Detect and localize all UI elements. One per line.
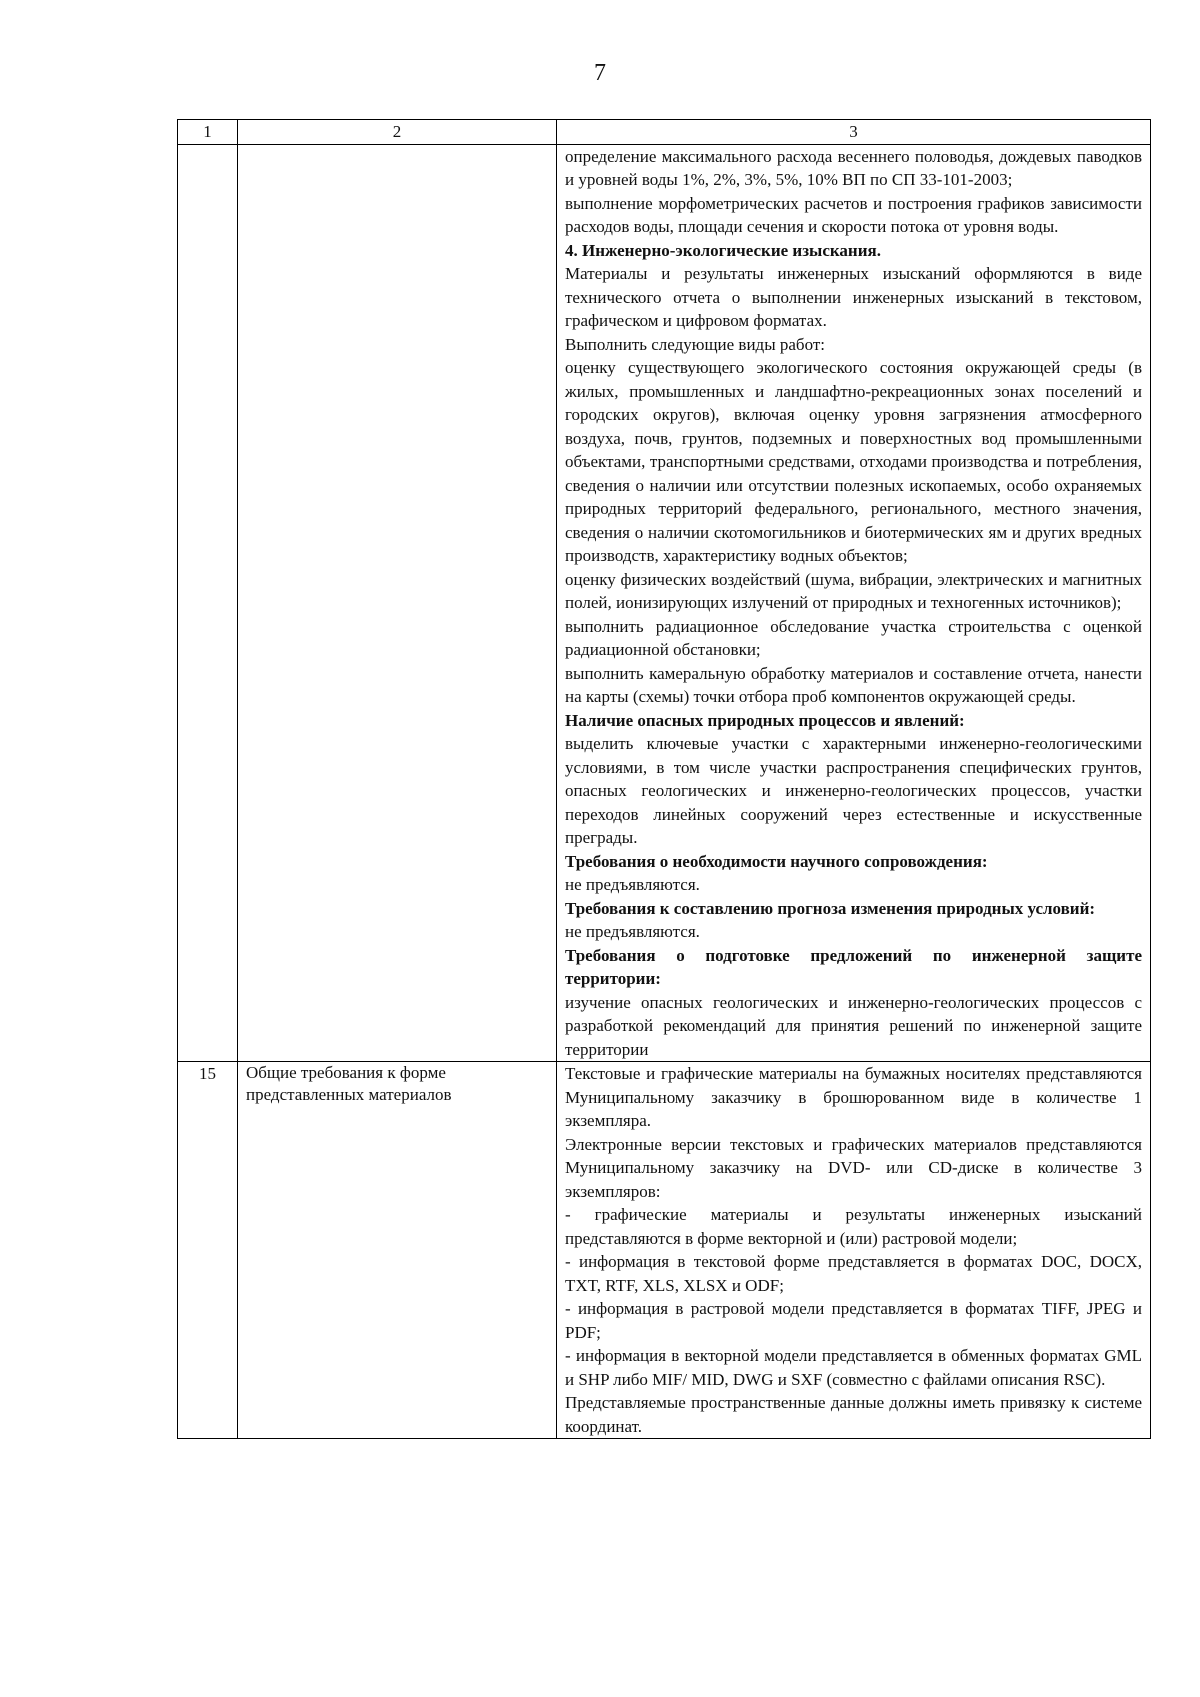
paragraph-coordinates: Представляемые пространственные данные должны иметь привязку к системе координат. — [565, 1393, 1142, 1436]
heading-eco-surveys: 4. Инженерно-экологические изыскания. — [565, 240, 881, 260]
paragraph-desk-processing: выполнить камеральную обработку материалов и составление отчета, нанести на карты (схемы) точки отбора проб компонентов окружающей среды. — [565, 663, 1142, 706]
paragraph-morphometric: выполнение морфометрических расчетов и построения графиков зависимости расходов воды, площади сечения и скорости потока от уровня воды. — [565, 193, 1142, 236]
requirements-table — [177, 119, 1151, 1439]
paragraph-vector-format: - информация в векторной модели представляется в обменных форматах GML и SHP либо MIF/ MID, DWG и SXF (совместно с файлами описания RSC). — [565, 1346, 1142, 1389]
heading-scientific-support: Требования о необходимости научного сопровождения: — [565, 851, 988, 871]
paragraph-physical-impacts: оценку физических воздействий (шума, вибрации, электрических и магнитных полей, ионизирующих излучений от природных и техногенных источников); — [565, 569, 1142, 612]
paragraph-flood-calculation: определение максимального расхода весеннего половодья, дождевых паводков и уровней воды 1%, 2%, 3%, 5%, 10% ВП по СП 33-101-2003; — [565, 146, 1142, 189]
column-header-2: 2 — [238, 120, 557, 145]
column-header-1: 1 — [178, 120, 238, 145]
row-label-line-1: Общие требования к форме — [246, 1063, 446, 1082]
paragraph-eco-assessment: оценку существующего экологического состояния окружающей среды (в жилых, промышленных и ландшафтно-рекреационных зонах поселений и городских округов), включая оценку уровня загрязнения атмосферного воздуха, почв, грунтов, подземных и поверхностных вод промышленными объектами, транспортными средствами, отходами производства и потребления, сведения о наличии или отсутствии полезных ископаемых, особо охраняемых природных территорий федерального, регионального, местного значения, сведения о наличии скотомогильников и биотермических ям и других вредных производств, характеристику водных объектов; — [565, 358, 1142, 565]
row-content-continued — [557, 144, 1151, 1062]
paragraph-text-format: - информация в текстовой форме представляется в форматах DOC, DOCX, TXT, RTF, XLS, XLSX и ODF; — [565, 1252, 1142, 1295]
row-content — [557, 1062, 1151, 1439]
heading-hazards: Наличие опасных природных процессов и явлений: — [565, 710, 965, 730]
paragraph-electronic-copies: Электронные версии текстовых и графических материалов представляются Муниципальному заказчику на DVD- или CD-диске в количестве 3 экземпляров: — [565, 1134, 1142, 1201]
paragraph-graphic-format: - графические материалы и результаты инженерных изысканий представляются в форме векторной и (или) растровой модели; — [565, 1205, 1142, 1248]
row-label — [238, 1062, 557, 1439]
heading-protection: Требования о подготовке предложений по инженерной защите территории: — [565, 945, 1142, 988]
paragraph-raster-format: - информация в растровой модели представляется в форматах TIFF, JPEG и PDF; — [565, 1299, 1142, 1342]
paragraph-not-required-2: не предъявляются. — [565, 922, 700, 941]
row-label-empty — [238, 144, 557, 1062]
table-row-continued — [178, 144, 1151, 1062]
row-label-line-2: представленных материалов — [246, 1084, 452, 1104]
table-header-row — [178, 120, 1151, 145]
paragraph-key-areas: выделить ключевые участки с характерными инженерно-геологическими условиями, в том числе участки распространения специфических грунтов, опасных геологических и инженерно-геологических процессов, участки переходов линейных сооружений через естественные и искусственные преграды. — [565, 734, 1142, 847]
column-header-3: 3 — [557, 120, 1151, 145]
page-number: 7 — [594, 60, 606, 86]
paragraph-paper-copies: Текстовые и графические материалы на бумажных носителях представляются Муниципальному заказчику в брошюрованном виде в количестве 1 экземпляра. — [565, 1064, 1142, 1130]
table-row-15 — [178, 1062, 1151, 1439]
paragraph-protection-study: изучение опасных геологических и инженерно-геологических процессов с разработкой рекомендаций для принятия решений по инженерной защите территории — [565, 992, 1142, 1059]
row-number-empty — [178, 144, 238, 1062]
paragraph-radiation: выполнить радиационное обследование участка строительства с оценкой радиационной обстановки; — [565, 616, 1142, 659]
paragraph-not-required-1: не предъявляются. — [565, 875, 700, 894]
paragraph-works-intro: Выполнить следующие виды работ: — [565, 334, 825, 354]
heading-forecast: Требования к составлению прогноза изменения природных условий: — [565, 898, 1096, 918]
paragraph-report-format: Материалы и результаты инженерных изысканий оформляются в виде технического отчета о выполнении инженерных изысканий в текстовом, графическом и цифровом форматах. — [565, 264, 1142, 330]
row-number: 15 — [178, 1062, 238, 1439]
